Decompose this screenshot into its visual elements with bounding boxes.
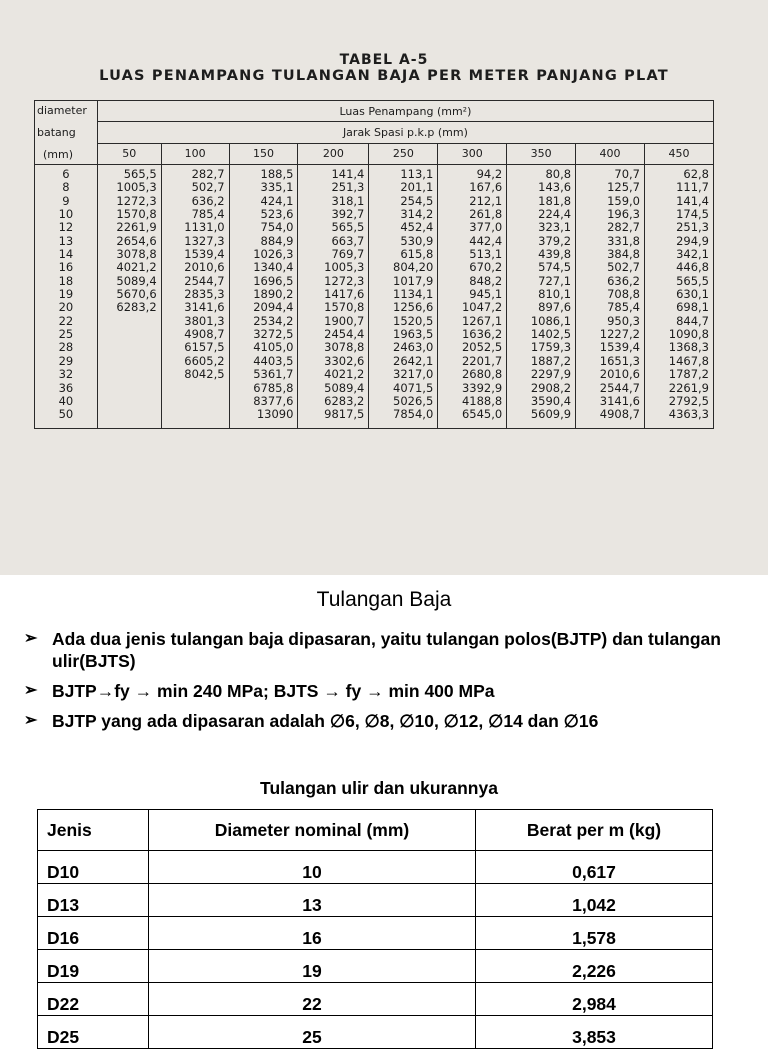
spacing-header-450: 450 xyxy=(645,143,714,164)
table-title: Tulangan ulir dan ukurannya xyxy=(260,778,498,798)
spacing-group-header: Jarak Spasi p.k.p (mm) xyxy=(97,122,713,143)
bullet-text: BJTP yang ada dipasaran adalah ∅6, ∅8, ∅10, ∅12, ∅14 dan ∅16 xyxy=(52,711,599,731)
table-row xyxy=(38,917,713,950)
cell-weight: 0,617 xyxy=(476,851,713,884)
table-row xyxy=(38,851,713,884)
diameter-column: 6 8 9 10 12 13 14 16 18 19 20 22 25 28 29 32 36 40 50 xyxy=(35,165,98,429)
spacing-header-200: 200 xyxy=(298,143,369,164)
cell-weight: 3,853 xyxy=(476,1016,713,1049)
column-header-weight: Berat per m (kg) xyxy=(476,810,713,851)
cell-diameter: 19 xyxy=(149,950,476,983)
cell-weight: 2,984 xyxy=(476,983,713,1016)
cell-weight: 1,042 xyxy=(476,884,713,917)
column-header-jenis: Jenis xyxy=(38,810,149,851)
spacing-header-350: 350 xyxy=(507,143,576,164)
bullet-item xyxy=(24,628,754,672)
diameter-header xyxy=(35,101,98,165)
spacing-header-150: 150 xyxy=(229,143,298,164)
cell-diameter: 13 xyxy=(149,884,476,917)
steel-area-table xyxy=(34,100,714,429)
bullet-text: BJTP→fy → min 240 MPa; BJTS → fy → min 400 MPa xyxy=(52,681,495,701)
table-row xyxy=(38,983,713,1016)
section-title: Tulangan Baja xyxy=(316,588,452,611)
table-row xyxy=(38,950,713,983)
diameter-header-line3: (mm) xyxy=(43,148,74,161)
bullet-text: Ada dua jenis tulangan baja dipasaran, yaitu tulangan polos(BJTP) dan tulangan ulir(BJTS) xyxy=(52,629,721,671)
arrow-bullet-icon: ➢ xyxy=(24,712,38,729)
cell-diameter: 22 xyxy=(149,983,476,1016)
cell-jenis: D22 xyxy=(38,983,149,1016)
cell-jenis: D16 xyxy=(38,917,149,950)
cell-diameter: 10 xyxy=(149,851,476,884)
table-row xyxy=(38,884,713,917)
area-column-450: 62,8 111,7 141,4 174,5 251,3 294,9 342,1 446,8 565,5 630,1 698,1 844,7 1090,8 1368,3 1467,8 1787,2 2261,9 2792,5 4363,3 xyxy=(645,165,714,429)
cell-jenis: D25 xyxy=(38,1016,149,1049)
spacing-header-100: 100 xyxy=(161,143,229,164)
area-group-header: Luas Penampang (mm²) xyxy=(97,101,713,122)
area-column-150: 188,5 335,1 424,1 523,6 754,0 884,9 1026,3 1340,4 1696,5 1890,2 2094,4 2534,2 3272,5 4105,0 4403,5 5361,7 6785,8 8377,6 13090 xyxy=(229,165,298,429)
cell-jenis: D19 xyxy=(38,950,149,983)
cell-weight: 2,226 xyxy=(476,950,713,983)
area-column-300: 94,2 167,6 212,1 261,8 377,0 442,4 513,1 670,2 848,2 945,1 1047,2 1267,1 1636,2 2052,5 2201,7 2680,8 3392,9 4188,8 6545,0 xyxy=(438,165,507,429)
table-row xyxy=(38,1016,713,1049)
arrow-bullet-icon: ➢ xyxy=(24,682,38,699)
area-column-250: 113,1 201,1 254,5 314,2 452,4 530,9 615,8 804,20 1017,9 1134,1 1256,6 1520,5 1963,5 2463,0 2642,1 3217,0 4071,5 5026,5 7854,0 xyxy=(369,165,438,429)
spacing-header-50: 50 xyxy=(97,143,161,164)
cell-jenis: D10 xyxy=(38,851,149,884)
area-column-100: 282,7 502,7 636,2 785,4 1131,0 1327,3 1539,4 2010,6 2544,7 2835,3 3141,6 3801,3 4908,7 6157,5 6605,2 8042,5 xyxy=(161,165,229,429)
cell-diameter: 25 xyxy=(149,1016,476,1049)
area-column-400: 70,7 125,7 159,0 196,3 282,7 331,8 384,8 502,7 636,2 708,8 785,4 950,3 1227,2 1539,4 1651,3 2010,6 2544,7 3141,6 4908,7 xyxy=(576,165,645,429)
cell-diameter: 16 xyxy=(149,917,476,950)
arrow-bullet-icon: ➢ xyxy=(24,630,38,647)
cell-weight: 1,578 xyxy=(476,917,713,950)
bullet-list xyxy=(24,628,754,740)
spacing-header-400: 400 xyxy=(576,143,645,164)
scan-table-subtitle: LUAS PENAMPANG TULANGAN BAJA PER METER PANJANG PLAT xyxy=(99,68,669,84)
area-column-200: 141,4 251,3 318,1 392,7 565,5 663,7 769,7 1005,3 1272,3 1417,6 1570,8 1900,7 2454,4 3078,8 3302,6 4021,2 5089,4 6283,2 9817,5 xyxy=(298,165,369,429)
spacing-header-300: 300 xyxy=(438,143,507,164)
area-column-50: 565,5 1005,3 1272,3 1570,8 2261,9 2654,6 3078,8 4021,2 5089,4 5670,6 6283,2 xyxy=(97,165,161,429)
bullet-item xyxy=(24,710,754,732)
scan-table-title: TABEL A-5 xyxy=(339,52,429,68)
diameter-header-line2: batang xyxy=(37,126,76,139)
diameter-header-line1: diameter xyxy=(37,104,87,117)
deformed-bar-table xyxy=(37,809,713,1049)
spacing-header-250: 250 xyxy=(369,143,438,164)
bullet-item xyxy=(24,680,754,702)
area-column-350: 80,8 143,6 181,8 224,4 323,1 379,2 439,8 574,5 727,1 810,1 897,6 1086,1 1402,5 1759,3 1887,2 2297,9 2908,2 3590,4 5609,9 xyxy=(507,165,576,429)
table-header-row xyxy=(38,810,713,851)
cell-jenis: D13 xyxy=(38,884,149,917)
column-header-diameter: Diameter nominal (mm) xyxy=(149,810,476,851)
